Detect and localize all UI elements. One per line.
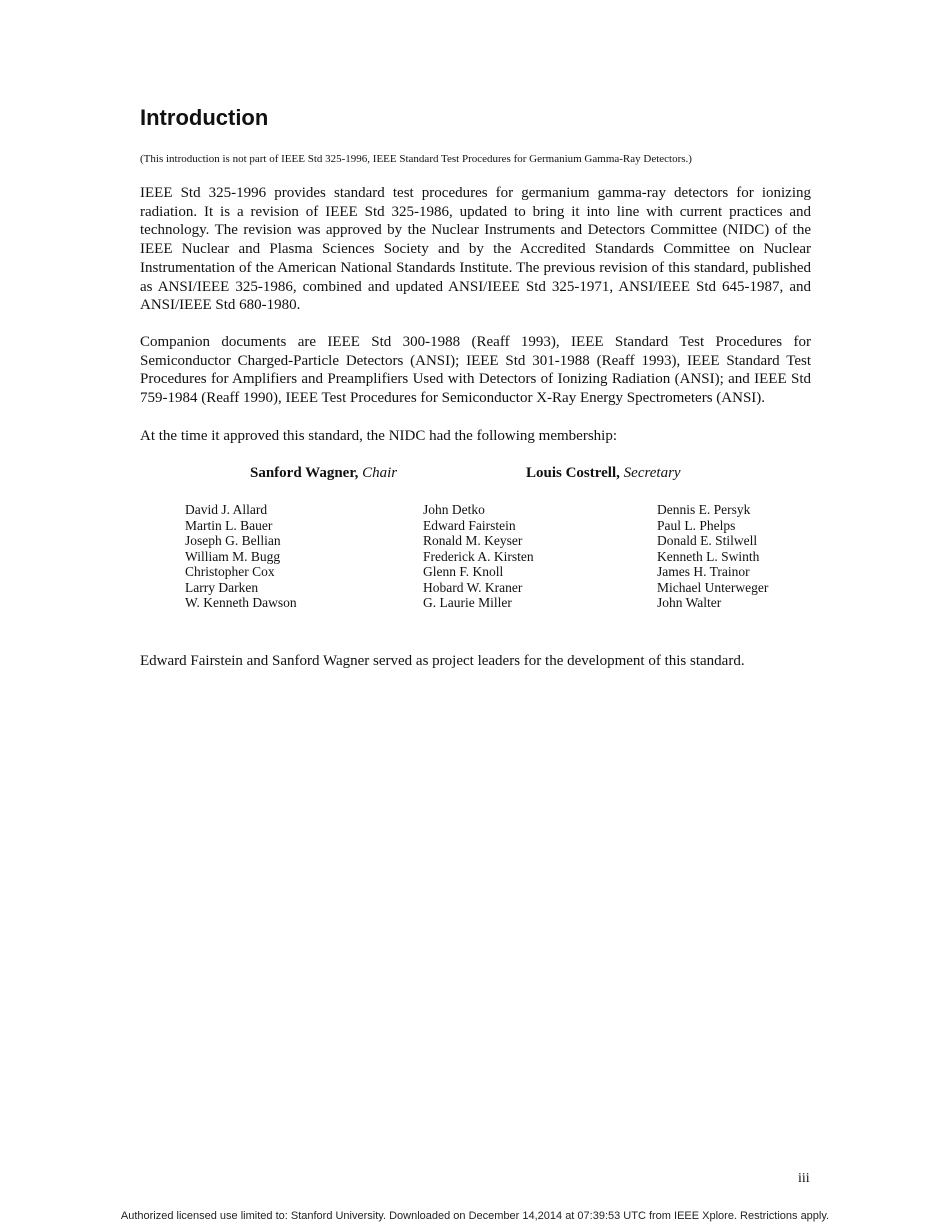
paragraph-membership-intro: At the time it approved this standard, the NIDC had the following membership: (140, 428, 617, 444)
member-name: Hobard W. Kraner (423, 579, 523, 595)
member-name: Edward Fairstein (423, 517, 516, 533)
member-name: Ronald M. Keyser (423, 533, 523, 548)
chair-role: Chair (362, 465, 398, 481)
member-name: David J. Allard (185, 502, 268, 517)
committee-chair (250, 464, 397, 482)
paragraph-companion-documents: Companion documents are IEEE Std 300-1988 (Reaff 1993), IEEE Standard Test Procedures for Semiconductor Charged-Particle Detectors (ANSI); IEEE Std 301-1988 (Reaff 1993), IEEE Standard Test Procedures for Amplifiers and Preamplifiers Used with Detectors of Ionizing Radiation (ANSI); and IEEE Std 759-1984 (Reaff 1990), IEEE Test Procedures for Semiconductor X-Ray Energy Spectrometers (ANSI). (140, 334, 811, 407)
secretary-name: Louis Costrell, (526, 465, 620, 481)
member-name: W. Kenneth Dawson (185, 595, 297, 610)
member-list-column-1 (185, 502, 297, 611)
member-name: Kenneth L. Swinth (657, 548, 760, 564)
member-name: Donald E. Stilwell (657, 533, 758, 548)
member-name: G. Laurie Miller (423, 595, 512, 610)
committee-secretary (526, 464, 681, 482)
license-footer: Authorized licensed use limited to: Stanford University. Downloaded on December 14,2014 at 07:39:53 UTC from IEEE Xplore. Restrictions apply. (120, 1210, 830, 1222)
member-name: Larry Darken (185, 579, 259, 595)
page-title: Introduction (140, 105, 269, 130)
paragraph-overview: IEEE Std 325-1996 provides standard test procedures for germanium gamma-ray detectors for ionizing radiation. It is a revision of IEEE Std 325-1986, updated to bring it into line with current practices and technology. The revision was approved by the Nuclear Instruments and Detectors Committee (NIDC) of the IEEE Nuclear and Plasma Sciences Society and by the Accredited Standards Committee on Nuclear Instrumentation of the American National Standards Institute. The previous revision of this standard, published as ANSI/IEEE 325-1986, combined and updated ANSI/IEEE Std 325-1971, ANSI/IEEE Std 645-1987, and ANSI/IEEE Std 680-1980. (140, 185, 811, 314)
introduction-note: (This introduction is not part of IEEE Std 325-1996, IEEE Standard Test Procedures for Germanium Gamma-Ray Detectors.) (140, 153, 692, 165)
member-list-column-2 (423, 502, 534, 611)
chair-name: Sanford Wagner, (250, 465, 359, 481)
member-name: John Detko (423, 502, 485, 517)
member-list-column-3 (657, 502, 768, 611)
member-name: James H. Trainor (657, 564, 750, 579)
member-name: John Walter (657, 595, 722, 610)
member-name: Glenn F. Knoll (423, 564, 504, 579)
member-name: Martin L. Bauer (185, 517, 273, 533)
member-name: Michael Unterweger (657, 579, 769, 595)
paragraph-project-leaders: Edward Fairstein and Sanford Wagner served as project leaders for the development of this standard. (140, 653, 745, 669)
secretary-role: Secretary (623, 465, 681, 481)
page-number: iii (798, 1171, 810, 1186)
member-name: Dennis E. Persyk (657, 502, 751, 517)
member-name: Frederick A. Kirsten (423, 548, 534, 564)
member-name: Paul L. Phelps (657, 517, 736, 533)
member-name: Christopher Cox (185, 564, 275, 579)
member-name: Joseph G. Bellian (185, 533, 281, 548)
member-name: William M. Bugg (185, 548, 281, 564)
